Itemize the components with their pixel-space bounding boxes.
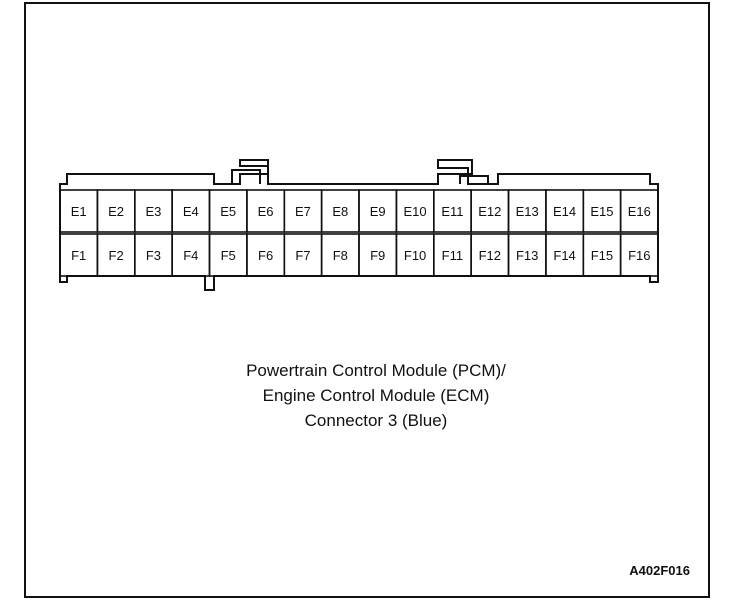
caption-line-1: Powertrain Control Module (PCM)/ (246, 361, 506, 380)
pin-top-label: E10 (403, 204, 427, 219)
pin-bottom-label: F5 (220, 248, 236, 263)
connector-caption (0, 358, 752, 433)
pin-grid (60, 190, 658, 276)
pin-top-label: E16 (627, 204, 651, 219)
pin-bottom-label: F6 (258, 248, 274, 263)
pin-top-label: E11 (441, 204, 464, 219)
pin-top-label: E6 (257, 204, 274, 219)
pin-bottom-label: F7 (295, 248, 311, 263)
pin-bottom-label: F13 (515, 248, 539, 263)
pin-top-label: E15 (590, 204, 614, 219)
pin-bottom-label: F3 (145, 248, 161, 263)
figure-id: A402F016 (629, 563, 690, 578)
pin-bottom-label: F15 (590, 248, 614, 263)
pin-bottom-label: F16 (628, 248, 651, 263)
pin-bottom-label: F12 (478, 248, 502, 263)
pin-top-label: E13 (515, 204, 539, 219)
pin-top-label: E5 (220, 204, 237, 219)
pin-bottom-label: F1 (71, 248, 87, 263)
pin-bottom-label: F9 (370, 248, 386, 263)
pin-bottom-label: F2 (108, 248, 124, 263)
pin-bottom-label: F11 (441, 248, 464, 263)
pin-top-label: E2 (108, 204, 125, 219)
pin-top-label: E4 (182, 204, 199, 219)
pin-top-label: E3 (145, 204, 162, 219)
pin-bottom-label: F8 (332, 248, 348, 263)
pin-top-label: E8 (332, 204, 349, 219)
pin-bottom-label: F10 (403, 248, 427, 263)
key-left-detail (232, 170, 260, 184)
pin-bottom-label: F14 (553, 248, 576, 263)
pin-top-label: E1 (70, 204, 87, 219)
pin-top-label: E9 (369, 204, 386, 219)
pin-top-label: E12 (478, 204, 502, 219)
caption-line-2: Engine Control Module (ECM) (262, 386, 490, 405)
key-right-detail (460, 176, 488, 184)
pin-bottom-label: F4 (183, 248, 199, 263)
pin-top-label: E7 (294, 204, 311, 219)
caption-line-3: Connector 3 (Blue) (304, 411, 448, 430)
pin-top-label: E14 (553, 204, 577, 219)
